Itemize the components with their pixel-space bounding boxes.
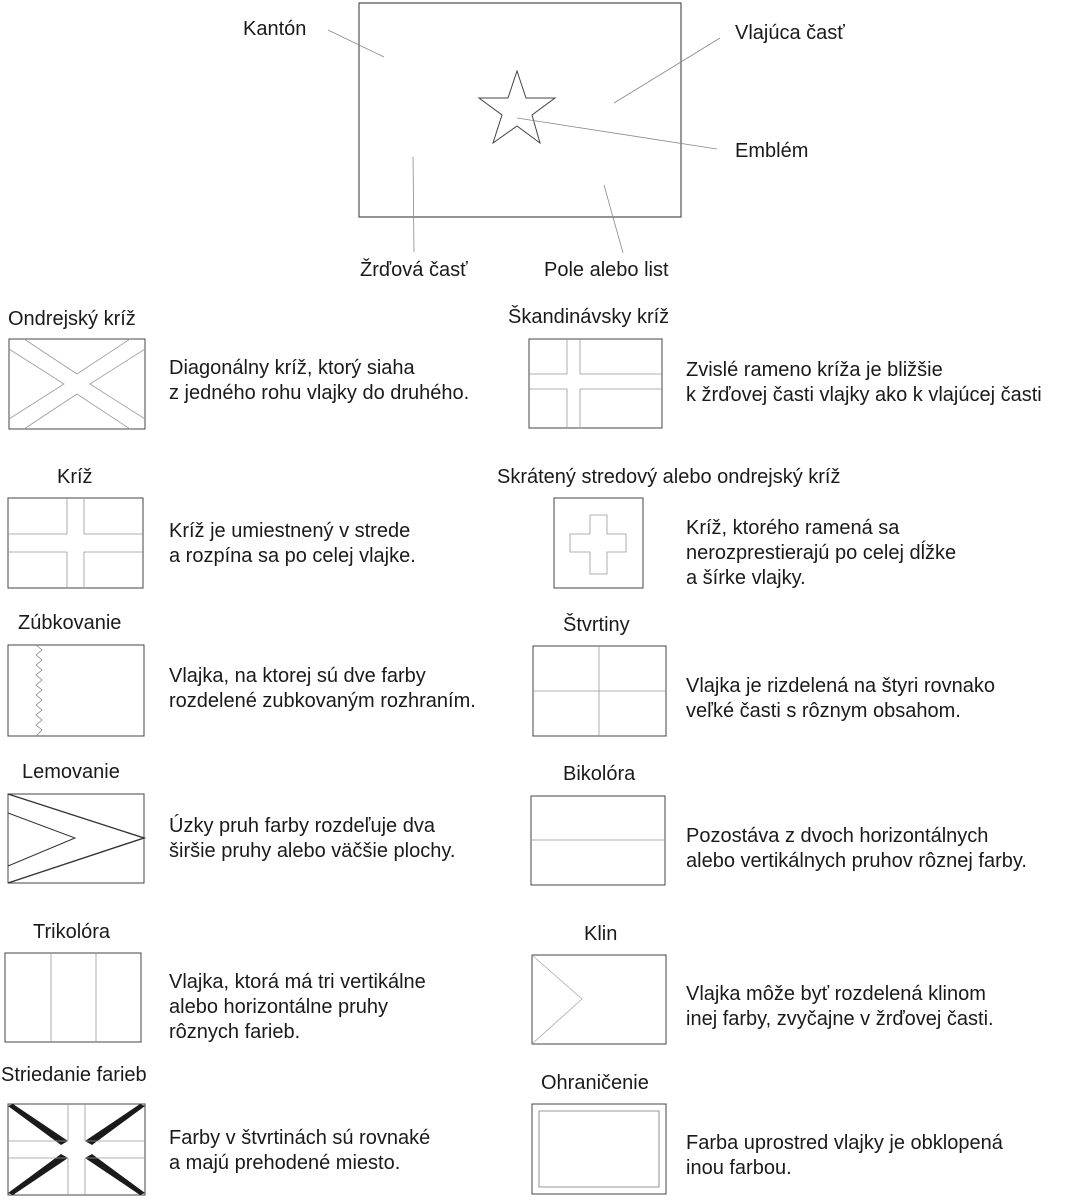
desc-wedge [686,982,994,1032]
desc-line: Vlajka, na ktorej sú dve farby [169,665,426,687]
flag-cross [8,498,143,588]
desc-line: Vlajka, ktorá má tri vertikálne [169,971,426,993]
title-nordic: Škandinávsky kríž [508,306,670,328]
desc-line: alebo vertikálnych pruhov rôznej farby. [686,850,1027,872]
title-serration: Zúbkovanie [18,612,122,634]
desc-line: Úzky pruh farby rozdeľuje dva [169,815,435,837]
desc-bicolor [686,824,1027,874]
flag-nordic-cross [529,339,662,428]
flag-serration [8,645,144,736]
desc-line: veľké časti s rôznym obsahom. [686,700,961,722]
flag-wedge [532,955,666,1044]
desc-line: inej farby, zvyčajne v žrďovej časti. [686,1008,994,1030]
desc-line: rôznych farieb. [169,1021,301,1043]
desc-tricolor [169,970,426,1045]
desc-serration [169,664,476,714]
flag-counterchange [8,1104,145,1195]
main-flag-diagram [328,3,720,253]
desc-line: Vlajka môže byť rozdelená klinom [686,983,986,1005]
desc-line: k žrďovej časti vlajky ako k vlajúcej časti [686,384,1042,406]
title-saltire: Ondrejský kríž [8,308,136,330]
leader-emblem [517,118,717,149]
label-canton: Kantón [243,18,307,40]
flag-couped-cross [554,498,643,588]
title-bicolor: Bikolóra [563,763,636,785]
label-fly: Vlajúca časť [735,22,845,44]
desc-line: Vlajka je rizdelená na štyri rovnako [686,675,996,697]
main-flag-outline [359,3,681,217]
leader-hoist [413,157,414,252]
title-couped: Skrátený stredový alebo ondrejský kríž [497,466,841,488]
desc-line: inou farbou. [686,1157,792,1179]
leader-fly [614,38,720,103]
desc-line: Farby v štvrtinách sú rovnaké [169,1127,431,1149]
desc-line: a rozpína sa po celej vlajke. [169,545,416,567]
flag-tricolor [5,953,141,1042]
label-field: Pole alebo list [544,259,669,281]
desc-saltire [169,356,469,406]
desc-line: Zvislé rameno kríža je bližšie [686,359,943,381]
title-quarters: Štvrtiny [563,614,630,636]
desc-quarters [686,674,995,724]
desc-border [686,1131,1003,1181]
desc-line: nerozprestierajú po celej dĺžke [686,542,957,564]
title-wedge: Klin [584,923,618,945]
desc-line: a šírke vlajky. [686,567,806,589]
title-border: Ohraničenie [541,1072,649,1094]
desc-counterchange [169,1126,430,1176]
desc-line: a majú prehodené miesto. [169,1152,401,1174]
desc-line: z jedného rohu vlajky do druhého. [169,382,470,404]
desc-line: Kríž je umiestnený v strede [169,520,411,542]
leader-canton [328,30,384,57]
desc-fimbriation [169,814,455,864]
desc-line: rozdelené zubkovaným rozhraním. [169,690,476,712]
label-emblem: Emblém [735,140,809,162]
title-counterchange: Striedanie farieb [1,1064,147,1086]
flag-saltire [9,339,145,429]
emblem-star [479,71,555,143]
label-hoist: Žrďová časť [360,259,468,281]
flag-bicolor [531,796,665,885]
flag-border [532,1104,666,1194]
desc-cross [169,519,416,569]
title-fimbriation: Lemovanie [22,761,120,783]
desc-line: Farba uprostred vlajky je obklopená [686,1132,1003,1154]
flag-quarters [533,646,666,736]
desc-nordic [686,358,1042,408]
desc-line: Pozostáva z dvoch horizontálnych [686,825,989,847]
desc-line: Diagonálny kríž, ktorý siaha [169,357,415,379]
desc-line: širšie pruhy alebo väčšie plochy. [169,840,456,862]
desc-line: alebo horizontálne pruhy [169,996,389,1018]
title-cross: Kríž [57,466,93,488]
desc-line: Kríž, ktorého ramená sa [686,517,900,539]
leader-field [604,185,623,253]
desc-couped [686,516,956,591]
flag-fimbriation [8,794,144,883]
title-tricolor: Trikolóra [33,921,111,943]
